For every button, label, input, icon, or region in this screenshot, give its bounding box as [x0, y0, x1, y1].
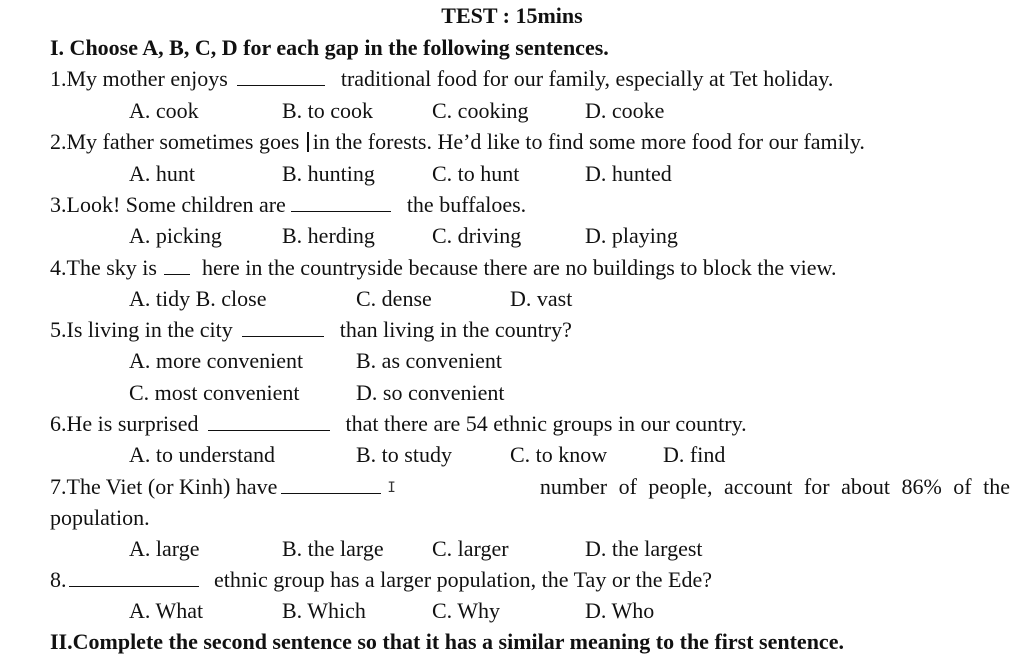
question-text-pre: Look! Some children are	[66, 192, 286, 217]
answer-blank[interactable]	[291, 193, 391, 212]
question-text-pre: The sky is	[66, 255, 157, 280]
text-cursor-icon: I	[387, 480, 396, 496]
test-title: TEST : 15mins	[441, 3, 583, 28]
option-b[interactable]: B. herding	[282, 223, 375, 248]
question-number: 8.	[50, 567, 67, 592]
option-ab[interactable]: A. tidy B. close	[129, 286, 267, 311]
question-number: 2.	[50, 129, 67, 154]
option-a[interactable]: A. more convenient	[129, 348, 304, 373]
question-text-pre: Is living in the city	[66, 317, 233, 342]
question-number: 6.	[50, 411, 67, 436]
option-d[interactable]: D. Who	[585, 598, 655, 623]
question-1	[50, 66, 833, 92]
answer-blank[interactable]	[208, 412, 330, 431]
option-c[interactable]: C. most convenient	[129, 380, 300, 405]
option-d[interactable]: D. so convenient	[356, 380, 505, 405]
question-text-post: traditional food for our family, especially at Tet holiday.	[340, 66, 834, 91]
answer-blank[interactable]	[69, 568, 199, 587]
option-a[interactable]: A. What	[129, 598, 204, 623]
option-b[interactable]: B. the large	[282, 536, 384, 561]
question-text-post: than living in the country?	[339, 317, 572, 342]
option-c[interactable]: C. to know	[510, 442, 608, 467]
question-number: 5.	[50, 317, 67, 342]
section-2-heading: II.Complete the second sentence so that it has a similar meaning to the first sentence.	[50, 629, 844, 654]
option-c[interactable]: C. dense	[356, 286, 432, 311]
option-b[interactable]: B. to cook	[282, 98, 374, 123]
question-number: 7.	[50, 474, 67, 499]
question-3	[50, 192, 526, 218]
question-7-continuation: population.	[50, 505, 150, 530]
option-b[interactable]: B. hunting	[282, 161, 375, 186]
question-text-pre: My father sometimes goes	[66, 129, 300, 154]
option-a[interactable]: A. hunt	[129, 161, 195, 186]
question-6	[50, 411, 747, 437]
option-d[interactable]: D. playing	[585, 223, 678, 248]
option-c[interactable]: C. driving	[432, 223, 522, 248]
option-b[interactable]: B. to study	[356, 442, 452, 467]
text-cursor	[307, 132, 309, 152]
option-d[interactable]: D. vast	[510, 286, 573, 311]
option-d[interactable]: D. the largest	[585, 536, 703, 561]
option-b[interactable]: B. as convenient	[356, 348, 503, 373]
option-c[interactable]: C. larger	[432, 536, 509, 561]
section-1-heading: I. Choose A, B, C, D for each gap in the following sentences.	[50, 35, 609, 60]
question-4	[50, 255, 836, 281]
question-number: 3.	[50, 192, 67, 217]
option-d[interactable]: D. find	[663, 442, 726, 467]
option-c[interactable]: C. cooking	[432, 98, 529, 123]
question-number: 4.	[50, 255, 67, 280]
question-text-post: that there are 54 ethnic groups in our country.	[345, 411, 747, 436]
answer-blank[interactable]	[237, 67, 325, 86]
answer-blank[interactable]	[242, 318, 324, 337]
question-text-post: here in the countryside because there are no buildings to block the view.	[201, 255, 837, 280]
option-b[interactable]: B. Which	[282, 598, 366, 623]
question-text-post: number of people, account for about 86% of the	[539, 474, 1010, 499]
option-a[interactable]: A. large	[129, 536, 200, 561]
question-text-post: ethnic group has a larger population, the Tay or the Ede?	[214, 567, 712, 592]
question-text-pre: My mother enjoys	[66, 66, 228, 91]
option-c[interactable]: C. Why	[432, 598, 501, 623]
option-d[interactable]: D. cooke	[585, 98, 665, 123]
option-a[interactable]: A. picking	[129, 223, 222, 248]
question-number: 1.	[50, 66, 67, 91]
option-a[interactable]: A. to understand	[129, 442, 276, 467]
question-text-pre: He is surprised	[66, 411, 199, 436]
question-2	[50, 129, 865, 155]
question-text-post: in the forests. He’d like to find some more food for our family.	[312, 129, 865, 154]
question-5	[50, 317, 572, 343]
question-text-pre: The Viet (or Kinh) have	[66, 474, 278, 499]
question-8	[50, 567, 712, 593]
answer-blank[interactable]	[281, 475, 381, 494]
question-text-post: the buffaloes.	[406, 192, 527, 217]
option-c[interactable]: C. to hunt	[432, 161, 520, 186]
option-a[interactable]: A. cook	[129, 98, 199, 123]
answer-blank[interactable]	[164, 256, 190, 275]
question-7	[50, 474, 1010, 500]
option-d[interactable]: D. hunted	[585, 161, 672, 186]
